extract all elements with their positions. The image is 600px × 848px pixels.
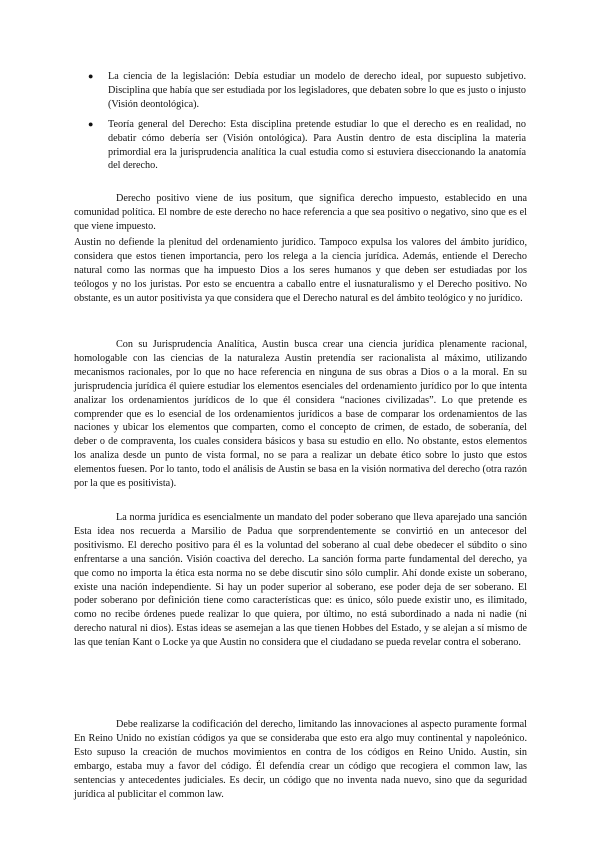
bullet-dot-icon: ●	[88, 71, 94, 81]
paragraph-jurisprudencia-analitica: Con su Jurisprudencia Analítica, Austin busca crear una ciencia jurídica plenamente racional, homologable con las ciencias de la naturaleza Austin pretendía ser racionalista al máximo, utilizando mecanismos racionales, por lo que no hace referencia en ninguna de sus obras a Dios o a la moral. En su jurisprudencia jurídica él quiere estudiar los elementos esenciales del ordenamiento jurídico por lo que intenta analizar los ordenamientos jurídicos de lo que él considera “naciones civilizadas”. Lo que pretende es comprender que es lo esencial de los ordenamientos jurídicos a base de comparar los ordenamientos de las naciones y ubicar los elementos que comparten, como el concepto de crimen, de estado, de soberanía, del deber o de compraventa, los cuales considera básicos y basa su estudio en ello. No obstante, estos elementos los analiza desde un punto de vista formal, no se para a realizar un debate ético sobre lo justo que estos elementos fuesen. Por lo tanto, todo el análisis de Austin se basa en la visión normativa del derecho (otra razón por la que es positivista).	[74, 339, 527, 490]
paragraph-codificacion: Debe realizarse la codificación del derecho, limitando las innovaciones al aspecto puramente formal En Reino Unido no existían códigos ya que se consideraba que esto era algo muy continental y napoleónico. Esto supuso la creación de muchos movimientos en contra de los códigos en Reino Unido. Austin, sin embargo, estaba muy a favor del código. Él defendía crear un código que recogiera el common law, las sentencias y antecedentes judiciales. Es decir, un código que no inventa nada nuevo, sino que da seguridad jurídica al publicitar el common law.	[74, 719, 527, 800]
paragraph-derecho-positivo: Derecho positivo viene de ius positum, que significa derecho impuesto, establecido en una comunidad política. El nombre de este derecho no hace referencia a que sea positivo o negativo, sino que es el que viene impuesto.	[74, 193, 527, 232]
bullet-list	[86, 70, 526, 179]
bullet-text: La ciencia de la legislación: Debía estudiar un modelo de derecho ideal, por supuesto subjetivo. Disciplina que había que ser estudiada por los legisladores, que debaten sobre lo que es justo o injusto (Visión deontológica).	[108, 71, 526, 110]
paragraph-plenitud-ordenamiento: Austin no defiende la plenitud del ordenamiento jurídico. Tampoco expulsa los valores del ámbito jurídico, considera que estos tienen importancia, pero los relega a la ciencia jurídica. Además, entiende el Derecho natural como las normas que ha impuesto Dios a los seres humanos y que deben ser estudiadas por los teólogos y no los juristas. Por esto se encuentra a caballo entre el iusnaturalismo y el Derecho positivo. No obstante, es un autor positivista ya que considera que el Derecho natural es del ámbito teológico y no jurídico.	[74, 237, 527, 304]
bullet-dot-icon: ●	[88, 118, 94, 129]
bullet-item-legislation	[86, 70, 526, 112]
paragraph-norma-juridica: La norma jurídica es esencialmente un mandato del poder soberano que lleva aparejado una sanción Esta idea nos recuerda a Marsilio de Padua que sorprendentemente se convirtió en un antecesor del positivismo. El derecho positivo para él es la voluntad del soberano al cual debe obedecer el súbdito o sino enfrentarse a una sanción. Visión coactiva del derecho. La sanción forma parte fundamental del derecho, ya que como no importa la ética esta norma no se debe discutir sino sólo cumplir. Ahí donde existe un soberano, existe una nación independiente. Si hay un poder superior al soberano, ese poder deja de ser soberano. El poder soberano por definición tiene como características que: es único, sólo puede existir uno, es ilimitado, como no recibe órdenes puede realizar lo que quiera, por último, no está subordinado a nada ni nadie (ni derecho natural ni dios). Estas ideas se asemejan a las que tienen Hobbes del Estado, y se alejan a sí mismo de las que tenían Kant o Locke ya que Austin no considera que el ciudadano se pueda revelar contra el soberano.	[74, 512, 527, 649]
bullet-item-general-theory	[86, 118, 526, 174]
bullet-text: Teoría general del Derecho: Esta disciplina pretende estudiar lo que el derecho es en realidad, no debatir cómo debería ser (Visión ontológica). Para Austin dentro de esta disciplina la materia primordial era la jurisprudencia analítica la cual estudia como si estuviera diseccionando la anatomía del derecho.	[108, 118, 526, 172]
